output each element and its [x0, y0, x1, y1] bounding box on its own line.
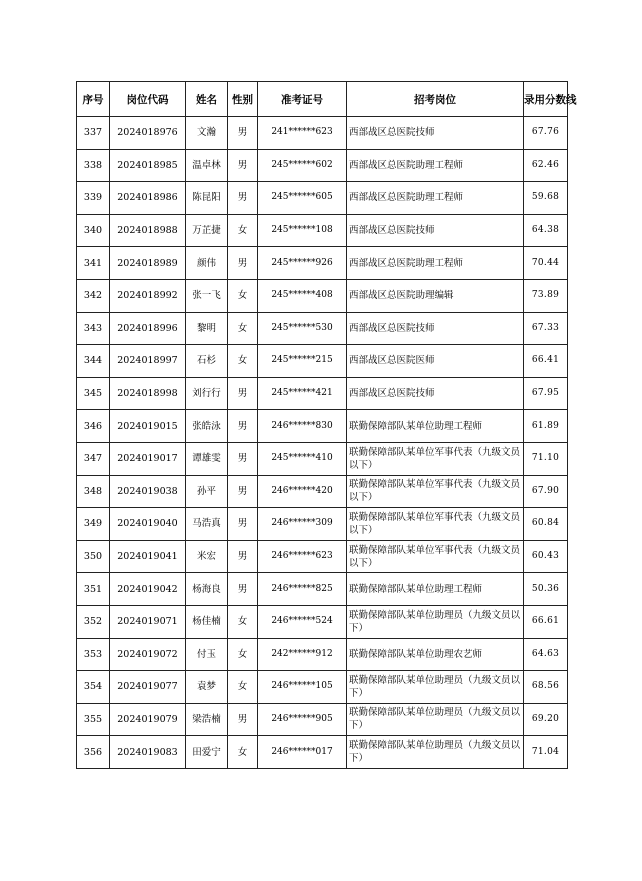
header-exam-id: 准考证号 [258, 82, 347, 117]
gender-cell: 女 [228, 214, 258, 247]
cutoff-score-cell: 60.43 [524, 540, 568, 573]
table-row [77, 345, 568, 378]
row-no-cell: 337 [77, 117, 110, 150]
recruit-position-cell: 联勤保障部队某单位助理农艺师 [347, 638, 524, 671]
header-no: 序号 [77, 82, 110, 117]
position-code-cell: 2024019015 [110, 410, 186, 443]
position-code-cell: 2024018985 [110, 149, 186, 182]
gender-cell: 男 [228, 117, 258, 150]
recruit-position-cell: 联勤保障部队某单位军事代表（九级文员以下） [347, 442, 524, 475]
table-row [77, 182, 568, 215]
row-no-cell: 344 [77, 345, 110, 378]
gender-cell: 女 [228, 312, 258, 345]
exam-id-cell: 245******421 [258, 377, 347, 410]
cutoff-score-cell: 70.44 [524, 247, 568, 280]
table-row [77, 312, 568, 345]
exam-id-cell: 245******108 [258, 214, 347, 247]
recruit-position-cell: 联勤保障部队某单位助理员（九级文员以下） [347, 703, 524, 736]
position-code-cell: 2024019083 [110, 736, 186, 769]
recruit-position-cell: 西部战区总医院助理工程师 [347, 182, 524, 215]
table-row [77, 736, 568, 769]
exam-id-cell: 246******105 [258, 671, 347, 704]
row-no-cell: 351 [77, 573, 110, 606]
candidate-name-cell: 颜伟 [186, 247, 228, 280]
cutoff-score-cell: 64.63 [524, 638, 568, 671]
table-row [77, 703, 568, 736]
header-gender: 性别 [228, 82, 258, 117]
candidate-name-cell: 温卓林 [186, 149, 228, 182]
position-code-cell: 2024018988 [110, 214, 186, 247]
cutoff-score-cell: 66.41 [524, 345, 568, 378]
row-no-cell: 352 [77, 605, 110, 638]
table-row [77, 442, 568, 475]
position-code-cell: 2024019040 [110, 508, 186, 541]
row-no-cell: 339 [77, 182, 110, 215]
gender-cell: 男 [228, 377, 258, 410]
header-score: 录用分数线 [524, 82, 568, 117]
cutoff-score-cell: 64.38 [524, 214, 568, 247]
table-row [77, 149, 568, 182]
recruit-position-cell: 西部战区总医院技师 [347, 377, 524, 410]
recruit-position-cell: 联勤保障部队某单位助理工程师 [347, 410, 524, 443]
row-no-cell: 348 [77, 475, 110, 508]
row-no-cell: 356 [77, 736, 110, 769]
position-code-cell: 2024019079 [110, 703, 186, 736]
gender-cell: 男 [228, 540, 258, 573]
table-row [77, 410, 568, 443]
candidate-name-cell: 石杉 [186, 345, 228, 378]
row-no-cell: 345 [77, 377, 110, 410]
cutoff-score-cell: 67.90 [524, 475, 568, 508]
position-code-cell: 2024019071 [110, 605, 186, 638]
recruit-position-cell: 西部战区总医院医师 [347, 345, 524, 378]
position-code-cell: 2024018996 [110, 312, 186, 345]
candidate-name-cell: 文瀚 [186, 117, 228, 150]
row-no-cell: 341 [77, 247, 110, 280]
exam-id-cell: 246******905 [258, 703, 347, 736]
exam-id-cell: 246******309 [258, 508, 347, 541]
position-code-cell: 2024018976 [110, 117, 186, 150]
cutoff-score-cell: 62.46 [524, 149, 568, 182]
candidate-name-cell: 陈昆阳 [186, 182, 228, 215]
candidate-name-cell: 杨佳楠 [186, 605, 228, 638]
row-no-cell: 340 [77, 214, 110, 247]
row-no-cell: 355 [77, 703, 110, 736]
candidate-name-cell: 谭雄雯 [186, 442, 228, 475]
gender-cell: 男 [228, 475, 258, 508]
gender-cell: 女 [228, 736, 258, 769]
candidate-name-cell: 马浩真 [186, 508, 228, 541]
table-row [77, 475, 568, 508]
candidate-name-cell: 万芷捷 [186, 214, 228, 247]
position-code-cell: 2024018997 [110, 345, 186, 378]
table-row [77, 573, 568, 606]
candidate-name-cell: 张一飞 [186, 279, 228, 312]
position-code-cell: 2024018992 [110, 279, 186, 312]
header-code: 岗位代码 [110, 82, 186, 117]
header-row [77, 82, 568, 117]
candidate-name-cell: 刘行行 [186, 377, 228, 410]
header-name: 姓名 [186, 82, 228, 117]
gender-cell: 女 [228, 671, 258, 704]
recruit-position-cell: 联勤保障部队某单位助理工程师 [347, 573, 524, 606]
recruit-position-cell: 联勤保障部队某单位军事代表（九级文员以下） [347, 475, 524, 508]
table-row [77, 540, 568, 573]
cutoff-score-cell: 50.36 [524, 573, 568, 606]
header-position: 招考岗位 [347, 82, 524, 117]
cutoff-score-cell: 73.89 [524, 279, 568, 312]
exam-id-cell: 246******830 [258, 410, 347, 443]
table-row [77, 377, 568, 410]
exam-id-cell: 246******623 [258, 540, 347, 573]
position-code-cell: 2024019041 [110, 540, 186, 573]
exam-id-cell: 245******408 [258, 279, 347, 312]
exam-id-cell: 245******605 [258, 182, 347, 215]
table-row [77, 605, 568, 638]
table-body [77, 117, 568, 769]
gender-cell: 男 [228, 410, 258, 443]
candidate-name-cell: 田爱宁 [186, 736, 228, 769]
exam-id-cell: 246******524 [258, 605, 347, 638]
exam-id-cell: 245******530 [258, 312, 347, 345]
candidate-name-cell: 梁浩楠 [186, 703, 228, 736]
exam-id-cell: 245******602 [258, 149, 347, 182]
cutoff-score-cell: 71.04 [524, 736, 568, 769]
exam-id-cell: 246******825 [258, 573, 347, 606]
table-row [77, 638, 568, 671]
recruit-position-cell: 联勤保障部队某单位助理员（九级文员以下） [347, 736, 524, 769]
candidate-name-cell: 袁梦 [186, 671, 228, 704]
recruit-position-cell: 西部战区总医院助理工程师 [347, 247, 524, 280]
position-code-cell: 2024019042 [110, 573, 186, 606]
recruit-position-cell: 联勤保障部队某单位助理员（九级文员以下） [347, 671, 524, 704]
table-row [77, 247, 568, 280]
row-no-cell: 347 [77, 442, 110, 475]
exam-id-cell: 246******017 [258, 736, 347, 769]
gender-cell: 男 [228, 442, 258, 475]
exam-id-cell: 246******420 [258, 475, 347, 508]
candidate-name-cell: 张皓泳 [186, 410, 228, 443]
cutoff-score-cell: 67.76 [524, 117, 568, 150]
recruit-position-cell: 联勤保障部队某单位助理员（九级文员以下） [347, 605, 524, 638]
candidate-name-cell: 黎明 [186, 312, 228, 345]
position-code-cell: 2024019038 [110, 475, 186, 508]
cutoff-score-cell: 67.95 [524, 377, 568, 410]
row-no-cell: 353 [77, 638, 110, 671]
gender-cell: 女 [228, 605, 258, 638]
cutoff-score-cell: 66.61 [524, 605, 568, 638]
recruit-position-cell: 联勤保障部队某单位军事代表（九级文员以下） [347, 540, 524, 573]
gender-cell: 男 [228, 247, 258, 280]
row-no-cell: 343 [77, 312, 110, 345]
cutoff-score-cell: 71.10 [524, 442, 568, 475]
row-no-cell: 350 [77, 540, 110, 573]
results-table [76, 81, 577, 769]
row-no-cell: 349 [77, 508, 110, 541]
gender-cell: 女 [228, 279, 258, 312]
position-code-cell: 2024018986 [110, 182, 186, 215]
exam-id-cell: 245******926 [258, 247, 347, 280]
table-row [77, 671, 568, 704]
recruit-position-cell: 西部战区总医院技师 [347, 117, 524, 150]
row-no-cell: 354 [77, 671, 110, 704]
cutoff-score-cell: 60.84 [524, 508, 568, 541]
gender-cell: 男 [228, 508, 258, 541]
exam-id-cell: 242******912 [258, 638, 347, 671]
row-no-cell: 342 [77, 279, 110, 312]
exam-id-cell: 245******215 [258, 345, 347, 378]
cutoff-score-cell: 59.68 [524, 182, 568, 215]
gender-cell: 男 [228, 182, 258, 215]
position-code-cell: 2024019017 [110, 442, 186, 475]
row-no-cell: 338 [77, 149, 110, 182]
cutoff-score-cell: 61.89 [524, 410, 568, 443]
table-row [77, 214, 568, 247]
recruit-position-cell: 西部战区总医院助理工程师 [347, 149, 524, 182]
gender-cell: 男 [228, 703, 258, 736]
exam-id-cell: 241******623 [258, 117, 347, 150]
position-code-cell: 2024018989 [110, 247, 186, 280]
table-row [77, 117, 568, 150]
position-code-cell: 2024018998 [110, 377, 186, 410]
cutoff-score-cell: 69.20 [524, 703, 568, 736]
recruit-position-cell: 西部战区总医院助理编辑 [347, 279, 524, 312]
recruit-position-cell: 西部战区总医院技师 [347, 312, 524, 345]
recruit-position-cell: 西部战区总医院技师 [347, 214, 524, 247]
candidate-name-cell: 杨海良 [186, 573, 228, 606]
recruit-position-cell: 联勤保障部队某单位军事代表（九级文员以下） [347, 508, 524, 541]
cutoff-score-cell: 67.33 [524, 312, 568, 345]
exam-id-cell: 245******410 [258, 442, 347, 475]
gender-cell: 男 [228, 149, 258, 182]
row-no-cell: 346 [77, 410, 110, 443]
candidate-name-cell: 米宏 [186, 540, 228, 573]
gender-cell: 女 [228, 345, 258, 378]
position-code-cell: 2024019072 [110, 638, 186, 671]
table-row [77, 279, 568, 312]
position-code-cell: 2024019077 [110, 671, 186, 704]
gender-cell: 男 [228, 573, 258, 606]
candidate-name-cell: 付玉 [186, 638, 228, 671]
gender-cell: 女 [228, 638, 258, 671]
table-row [77, 508, 568, 541]
candidate-name-cell: 孙平 [186, 475, 228, 508]
cutoff-score-cell: 68.56 [524, 671, 568, 704]
